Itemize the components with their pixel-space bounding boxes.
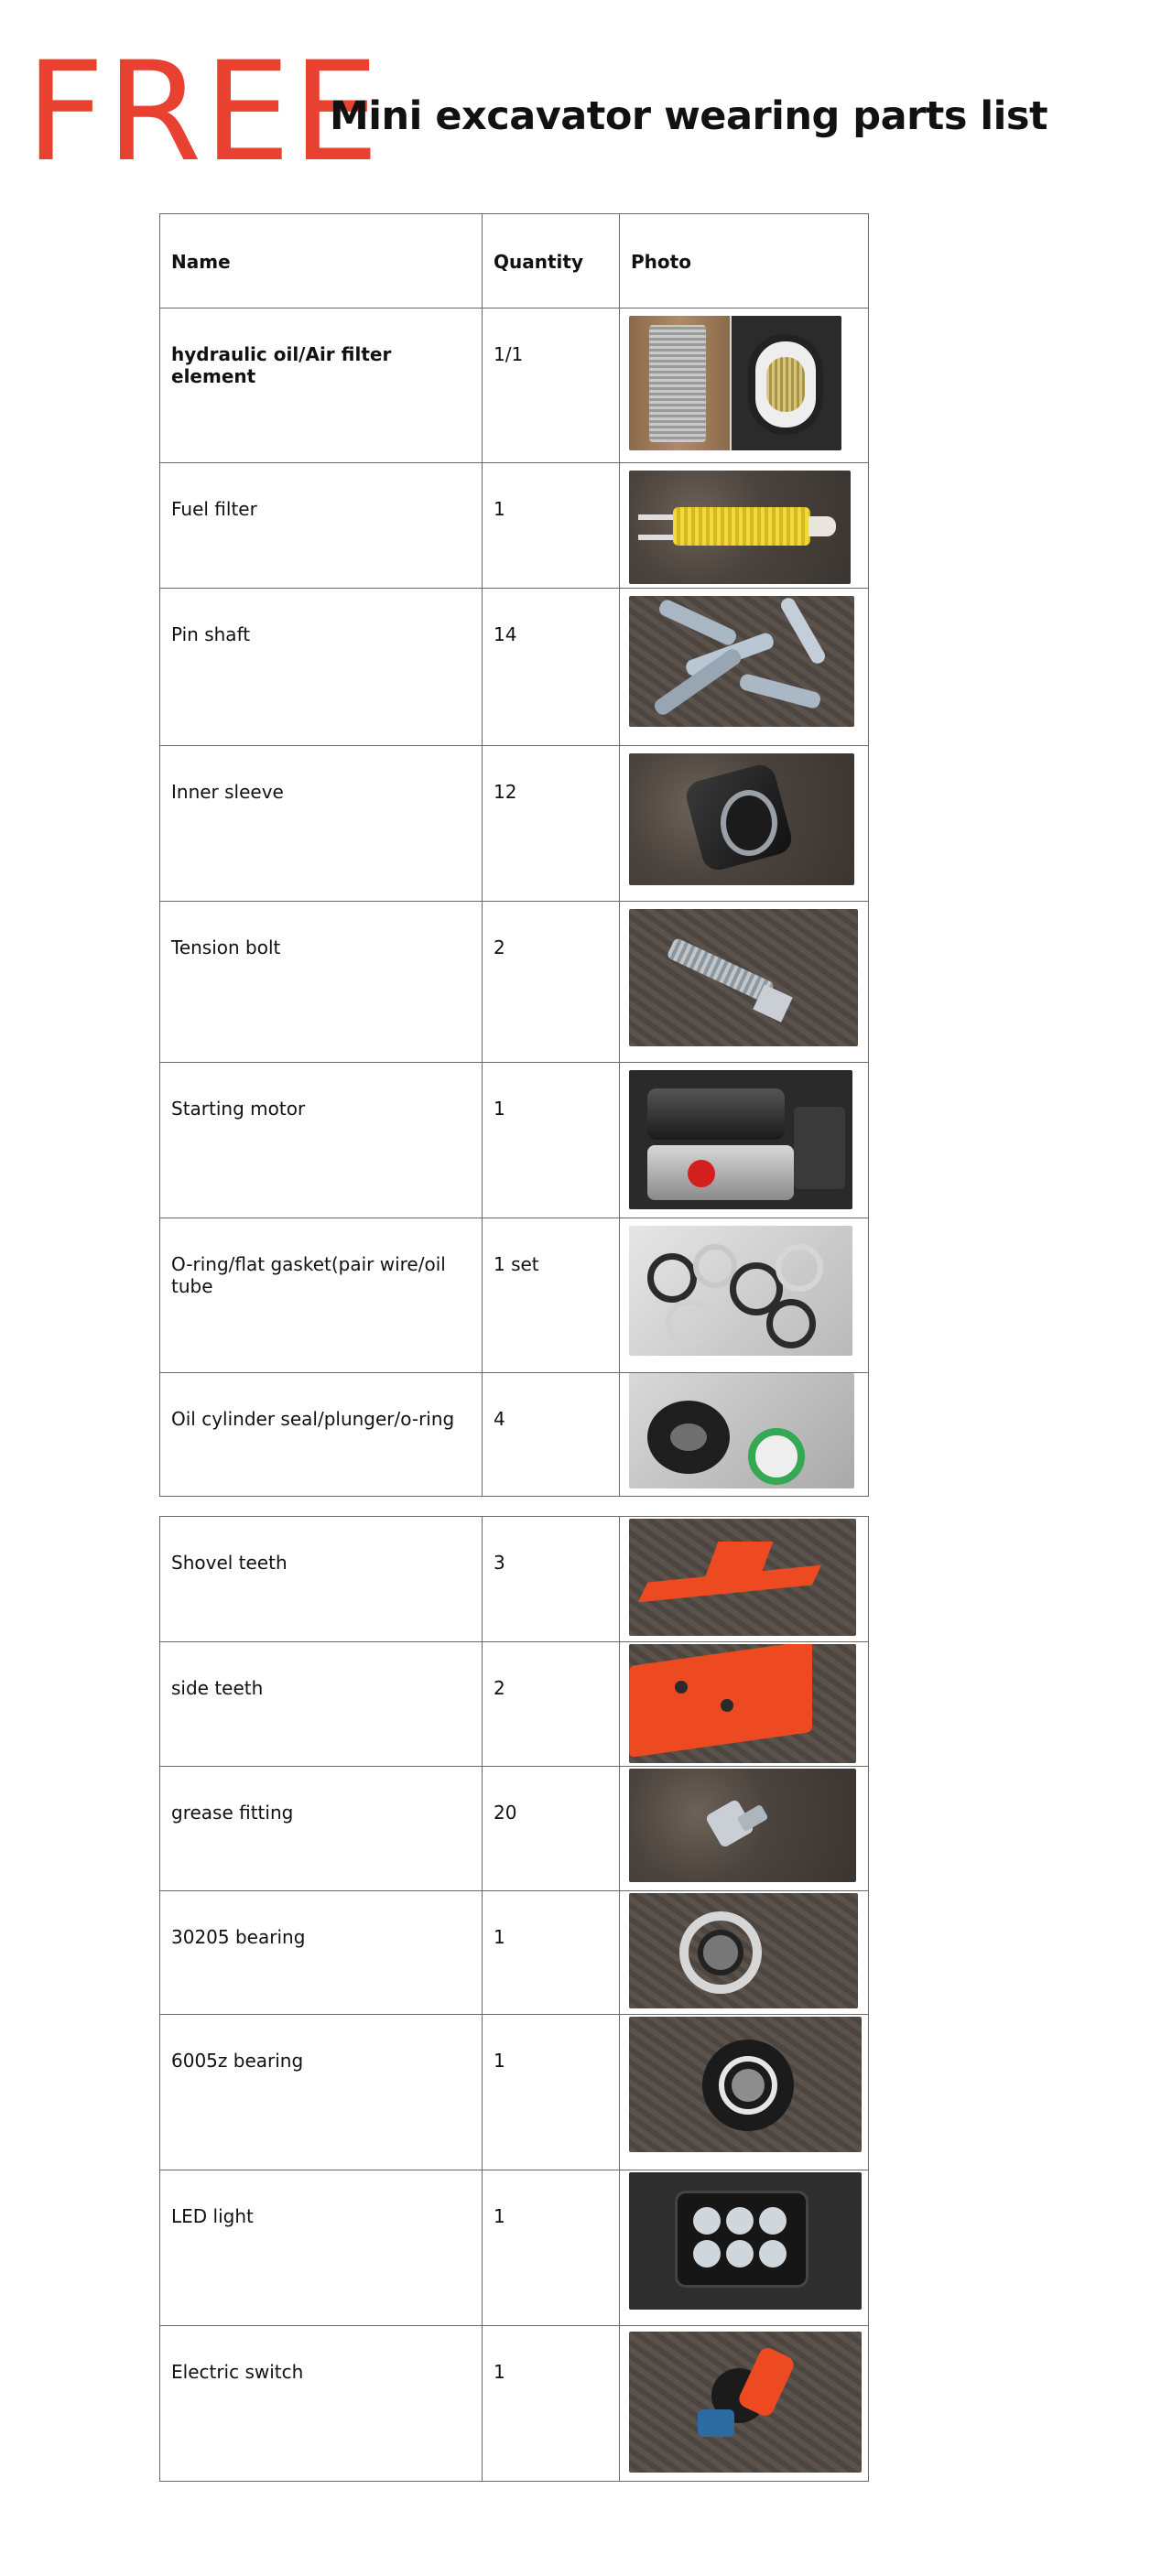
part-name: Shovel teeth bbox=[160, 1517, 483, 1642]
table-row bbox=[160, 1218, 869, 1373]
part-name: Starting motor bbox=[160, 1063, 483, 1218]
table-row bbox=[160, 1373, 869, 1497]
electric-switch-photo bbox=[629, 2332, 862, 2473]
part-photo-cell bbox=[620, 1517, 869, 1642]
side-teeth-photo bbox=[629, 1644, 856, 1763]
part-photo-cell bbox=[620, 2326, 869, 2482]
part-quantity: 3 bbox=[483, 1517, 620, 1642]
part-name: 6005z bearing bbox=[160, 2015, 483, 2170]
part-photo-cell bbox=[620, 463, 869, 589]
led-light-photo bbox=[629, 2172, 862, 2310]
shovel-teeth-photo bbox=[629, 1519, 856, 1636]
part-quantity: 1 bbox=[483, 1891, 620, 2015]
part-quantity: 1 bbox=[483, 1063, 620, 1218]
part-quantity: 4 bbox=[483, 1373, 620, 1497]
part-quantity: 2 bbox=[483, 902, 620, 1063]
table-row bbox=[160, 308, 869, 463]
part-photo-cell bbox=[620, 1767, 869, 1891]
part-name: Pin shaft bbox=[160, 589, 483, 746]
table-row bbox=[160, 2015, 869, 2170]
table-row bbox=[160, 902, 869, 1063]
bearing-photo bbox=[629, 1893, 858, 2008]
cylinder-seal-photo bbox=[629, 1373, 854, 1488]
table-row bbox=[160, 1517, 869, 1642]
part-name: hydraulic oil/Air filter element bbox=[160, 308, 483, 463]
part-name: 30205 bearing bbox=[160, 1891, 483, 2015]
part-name: Tension bolt bbox=[160, 902, 483, 1063]
part-quantity: 20 bbox=[483, 1767, 620, 1891]
part-name: O-ring/flat gasket(pair wire/oil tube bbox=[160, 1218, 483, 1373]
o-ring-photo bbox=[629, 1226, 852, 1356]
part-photo-cell bbox=[620, 746, 869, 902]
fuel-filter-photo bbox=[629, 471, 851, 584]
part-quantity: 2 bbox=[483, 1642, 620, 1767]
table-row bbox=[160, 1642, 869, 1767]
part-photo-cell bbox=[620, 1642, 869, 1767]
part-name: side teeth bbox=[160, 1642, 483, 1767]
part-quantity: 14 bbox=[483, 589, 620, 746]
part-quantity: 1/1 bbox=[483, 308, 620, 463]
part-name: Fuel filter bbox=[160, 463, 483, 589]
starting-motor-photo bbox=[629, 1070, 852, 1209]
table-row bbox=[160, 2326, 869, 2482]
part-quantity: 1 set bbox=[483, 1218, 620, 1373]
part-photo-cell bbox=[620, 902, 869, 1063]
column-header-name: Name bbox=[160, 214, 483, 308]
part-quantity: 1 bbox=[483, 2170, 620, 2326]
part-quantity: 1 bbox=[483, 2015, 620, 2170]
part-photo-cell bbox=[620, 1891, 869, 2015]
part-photo-cell bbox=[620, 2015, 869, 2170]
free-label: FREE bbox=[26, 33, 382, 192]
page-title: Mini excavator wearing parts list bbox=[330, 93, 1048, 139]
inner-sleeve-photo bbox=[629, 753, 854, 885]
table-header-row bbox=[160, 214, 869, 308]
part-quantity: 1 bbox=[483, 2326, 620, 2482]
table-row bbox=[160, 1063, 869, 1218]
parts-table-2 bbox=[159, 1516, 869, 2482]
part-photo-cell bbox=[620, 1063, 869, 1218]
part-name: Inner sleeve bbox=[160, 746, 483, 902]
page-header bbox=[0, 0, 1172, 211]
table-row bbox=[160, 1767, 869, 1891]
column-header-quantity: Quantity bbox=[483, 214, 620, 308]
table-row bbox=[160, 2170, 869, 2326]
table-row bbox=[160, 1891, 869, 2015]
part-photo-cell bbox=[620, 1218, 869, 1373]
part-photo-cell bbox=[620, 2170, 869, 2326]
part-photo-cell bbox=[620, 589, 869, 746]
tension-bolt-photo bbox=[629, 909, 858, 1046]
part-name: Electric switch bbox=[160, 2326, 483, 2482]
grease-fitting-photo bbox=[629, 1769, 856, 1882]
part-quantity: 1 bbox=[483, 463, 620, 589]
pin-shaft-photo bbox=[629, 596, 854, 727]
part-name: Oil cylinder seal/plunger/o-ring bbox=[160, 1373, 483, 1497]
column-header-photo: Photo bbox=[620, 214, 869, 308]
part-quantity: 12 bbox=[483, 746, 620, 902]
table-row bbox=[160, 746, 869, 902]
part-photo-cell bbox=[620, 308, 869, 463]
part-photo-cell bbox=[620, 1373, 869, 1497]
part-name: LED light bbox=[160, 2170, 483, 2326]
filter-photo bbox=[629, 316, 841, 450]
table-row bbox=[160, 463, 869, 589]
table-row bbox=[160, 589, 869, 746]
part-name: grease fitting bbox=[160, 1767, 483, 1891]
bearing-photo bbox=[629, 2017, 862, 2152]
parts-table-1 bbox=[159, 213, 869, 1497]
